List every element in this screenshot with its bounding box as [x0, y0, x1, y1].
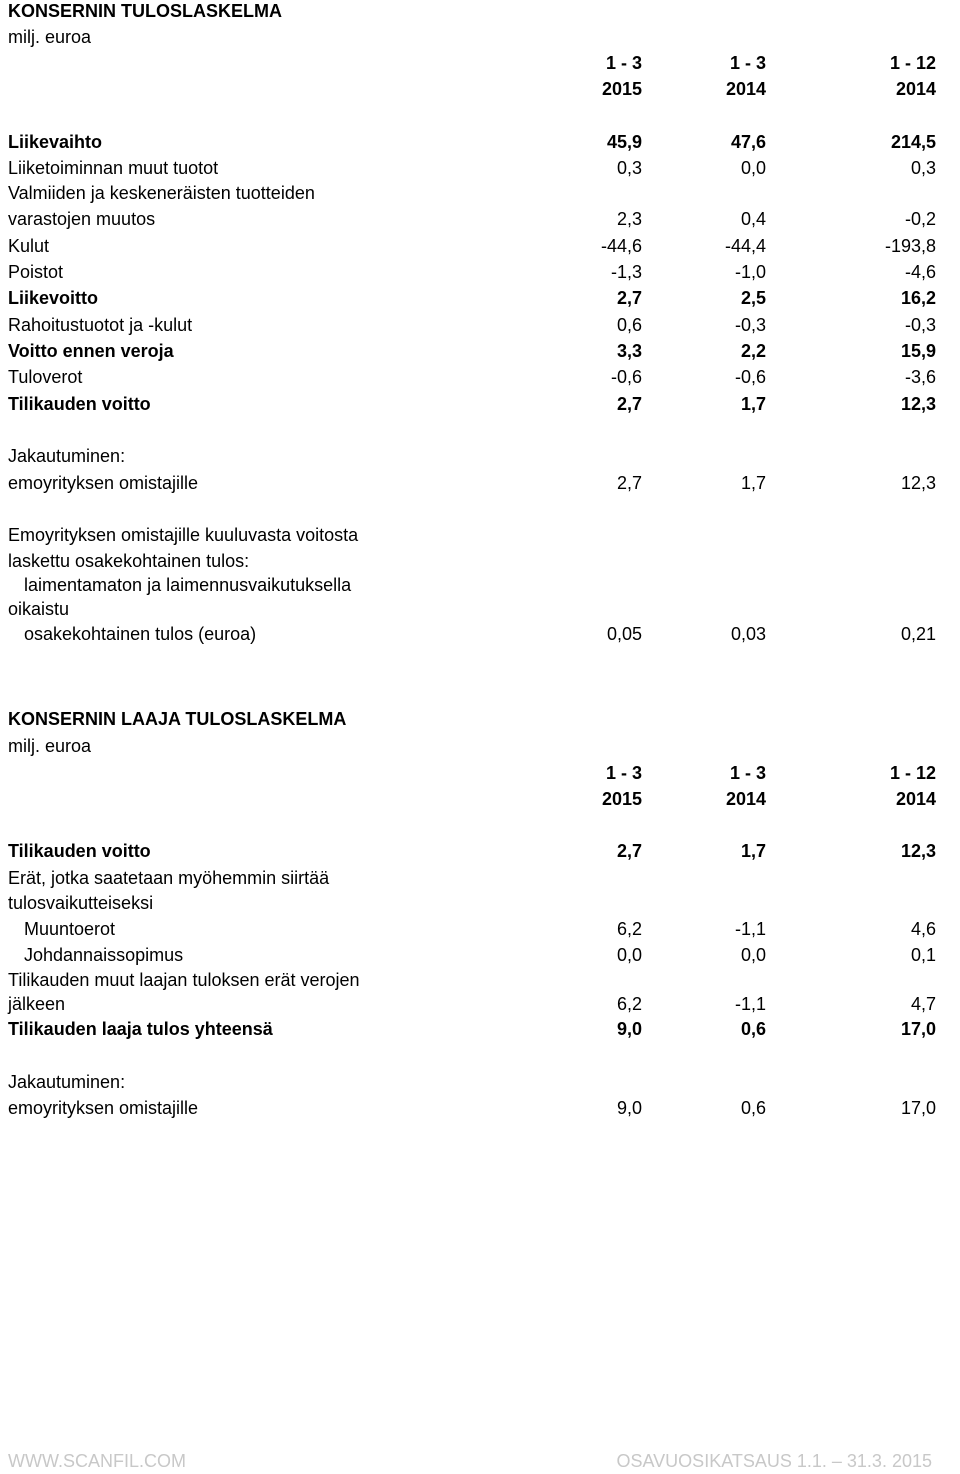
table-row	[8, 259, 936, 285]
row-value: 0,1	[910, 945, 936, 965]
row-value: 45,9	[606, 132, 642, 152]
year-header: 2014	[895, 789, 936, 809]
row-value: -0,3	[734, 315, 766, 335]
row-value: 9,0	[616, 1019, 642, 1039]
row-value: -193,8	[884, 236, 936, 256]
table-row	[8, 621, 936, 647]
row-label: jälkeen	[8, 994, 66, 1014]
table-row	[8, 338, 936, 364]
year-header: 2014	[725, 79, 766, 99]
row-value: -44,4	[724, 236, 766, 256]
row-value: 16,2	[900, 288, 936, 308]
row-value: 47,6	[730, 132, 766, 152]
row-value: -3,6	[904, 367, 936, 387]
period-header: 1 - 3	[729, 763, 766, 783]
eps-text: Emoyrityksen omistajille kuuluvasta voitosta	[8, 525, 359, 545]
row-label: Tilikauden laaja tulos yhteensä	[8, 1019, 273, 1039]
row-value: 12,3	[900, 473, 936, 493]
table-row	[8, 285, 936, 311]
table-row	[8, 206, 936, 232]
row-value: -44,6	[600, 236, 642, 256]
row-label: Valmiiden ja keskeneräisten tuotteiden	[8, 183, 315, 203]
eps-text: oikaistu	[8, 599, 70, 619]
table-row	[8, 916, 936, 942]
row-value: 12,3	[900, 394, 936, 414]
income-unit-label: milj. euroa	[8, 27, 92, 47]
row-value: 0,6	[740, 1098, 766, 1118]
row-value: 214,5	[890, 132, 936, 152]
period-header: 1 - 12	[889, 53, 936, 73]
row-value: 1,7	[740, 473, 766, 493]
row-label: Tuloverot	[8, 367, 83, 387]
row-label: Erät, jotka saatetaan myöhemmin siirtää	[8, 868, 330, 888]
year-header: 2014	[725, 789, 766, 809]
table-row	[8, 312, 936, 338]
comprehensive-statement-title: KONSERNIN LAAJA TULOSLASKELMA	[8, 709, 347, 729]
row-label: Tilikauden voitto	[8, 394, 151, 414]
year-header: 2015	[601, 79, 642, 99]
row-label: Tilikauden voitto	[8, 841, 151, 861]
row-value: 2,7	[616, 394, 642, 414]
row-value: -0,2	[904, 209, 936, 229]
row-value: 9,0	[616, 1098, 642, 1118]
row-label: varastojen muutos	[8, 209, 156, 229]
income-title-row	[8, 0, 936, 24]
row-value: 0,0	[740, 158, 766, 178]
row-value: -4,6	[904, 262, 936, 282]
row-value: 0,05	[606, 624, 642, 644]
row-value: 0,0	[616, 945, 642, 965]
comprehensive-unit-label: milj. euroa	[8, 736, 92, 756]
row-value: 2,2	[740, 341, 766, 361]
row-value: 3,3	[616, 341, 642, 361]
income-statement-title: KONSERNIN TULOSLASKELMA	[8, 1, 282, 21]
row-value: 0,4	[740, 209, 766, 229]
comprehensive-period-header-row	[8, 760, 936, 786]
distribution-label: Jakautuminen:	[8, 446, 126, 466]
eps-text: laimentamaton ja laimennusvaikutuksella	[24, 575, 352, 595]
comprehensive-title-row	[8, 706, 936, 732]
row-label: osakekohtainen tulos (euroa)	[24, 624, 257, 644]
comprehensive-unit-row	[8, 733, 936, 759]
eps-text-row	[8, 596, 936, 622]
period-header: 1 - 3	[605, 53, 642, 73]
row-value: -1,1	[734, 919, 766, 939]
row-label: emoyrityksen omistajille	[8, 473, 199, 493]
row-value: 6,2	[616, 919, 642, 939]
footer-report-name: OSAVUOSIKATSAUS 1.1. – 31.3. 2015	[616, 1451, 932, 1471]
income-year-header-row	[8, 76, 936, 102]
period-header: 1 - 3	[605, 763, 642, 783]
row-label: Liiketoiminnan muut tuotot	[8, 158, 219, 178]
table-row	[8, 129, 936, 155]
row-value: 2,3	[616, 209, 642, 229]
row-label: Tilikauden muut laajan tuloksen erät verojen	[8, 970, 360, 990]
table-row	[8, 1095, 936, 1121]
row-label: tulosvaikutteiseksi	[8, 893, 154, 913]
row-value: -1,3	[610, 262, 642, 282]
income-unit-row	[8, 24, 936, 50]
distribution-heading-row	[8, 1069, 936, 1095]
row-label: Poistot	[8, 262, 64, 282]
row-label: Rahoitustuotot ja -kulut	[8, 315, 193, 335]
eps-text-row	[8, 572, 936, 598]
row-value: 2,7	[616, 841, 642, 861]
table-row	[8, 1016, 936, 1042]
row-value: -0,6	[610, 367, 642, 387]
year-header: 2014	[895, 79, 936, 99]
row-value: 1,7	[740, 394, 766, 414]
row-value: 15,9	[900, 341, 936, 361]
row-label: Johdannaissopimus	[24, 945, 184, 965]
income-period-header-row	[8, 50, 936, 76]
row-value: 2,5	[740, 288, 766, 308]
row-value: 6,2	[616, 994, 642, 1014]
distribution-heading-row	[8, 443, 936, 469]
row-value: -0,3	[904, 315, 936, 335]
period-header: 1 - 12	[889, 763, 936, 783]
row-label: Liikevoitto	[8, 288, 99, 308]
table-row	[8, 391, 936, 417]
footer-website: WWW.SCANFIL.COM	[8, 1451, 186, 1471]
row-value: -0,6	[734, 367, 766, 387]
table-row	[8, 942, 936, 968]
row-value: 1,7	[740, 841, 766, 861]
row-value: 0,03	[730, 624, 766, 644]
row-value: 4,6	[910, 919, 936, 939]
table-row	[8, 865, 936, 891]
row-value: 4,7	[910, 994, 936, 1014]
table-row	[8, 967, 936, 993]
year-header: 2015	[601, 789, 642, 809]
table-row	[8, 470, 936, 496]
row-label: Voitto ennen veroja	[8, 341, 174, 361]
row-value: 0,3	[910, 158, 936, 178]
row-value: 0,6	[616, 315, 642, 335]
eps-text-row	[8, 548, 936, 574]
row-value: 17,0	[900, 1019, 936, 1039]
row-value: 0,3	[616, 158, 642, 178]
distribution-label: Jakautuminen:	[8, 1072, 126, 1092]
row-value: 0,21	[900, 624, 936, 644]
table-row	[8, 838, 936, 864]
eps-text-row	[8, 522, 936, 548]
period-header: 1 - 3	[729, 53, 766, 73]
table-row	[8, 180, 936, 206]
row-value: 12,3	[900, 841, 936, 861]
comprehensive-year-header-row	[8, 786, 936, 812]
row-value: -1,0	[734, 262, 766, 282]
row-label: Liikevaihto	[8, 132, 103, 152]
table-row	[8, 991, 936, 1017]
row-value: -1,1	[734, 994, 766, 1014]
row-value: 2,7	[616, 288, 642, 308]
row-value: 17,0	[900, 1098, 936, 1118]
table-row	[8, 890, 936, 916]
row-label: Muuntoerot	[24, 919, 116, 939]
row-label: emoyrityksen omistajille	[8, 1098, 199, 1118]
table-row	[8, 364, 936, 390]
table-row	[8, 233, 936, 259]
row-value: 2,7	[616, 473, 642, 493]
row-value: 0,0	[740, 945, 766, 965]
row-label: Kulut	[8, 236, 50, 256]
eps-text: laskettu osakekohtainen tulos:	[8, 551, 250, 571]
table-row	[8, 155, 936, 181]
row-value: 0,6	[740, 1019, 766, 1039]
